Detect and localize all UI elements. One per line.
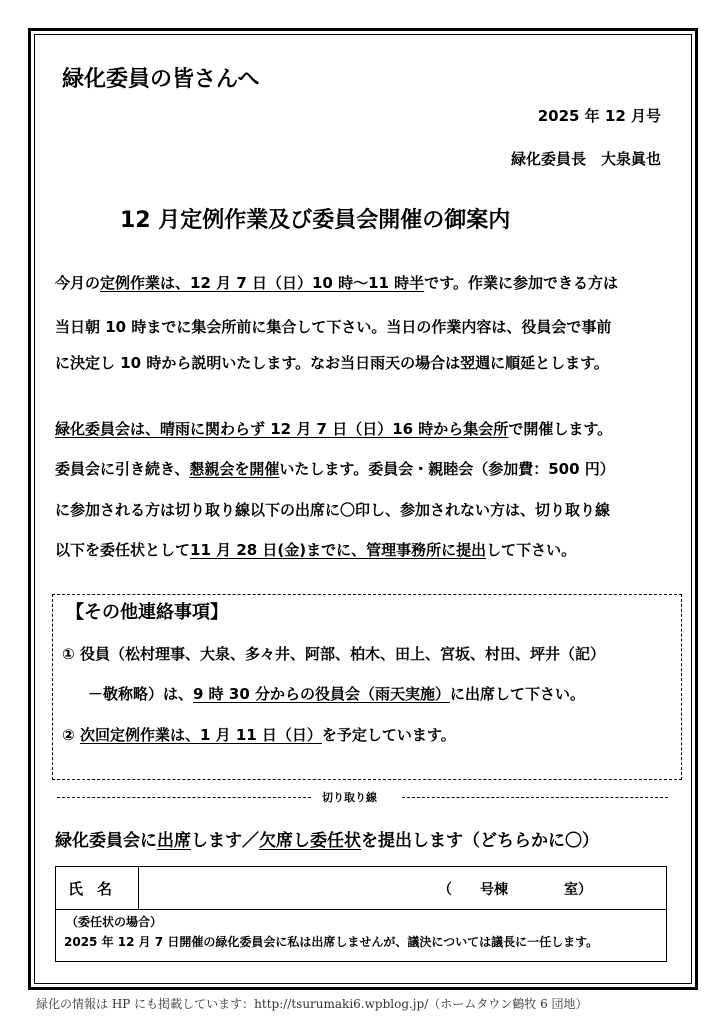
notice-item-2: ② 次回定例作業は、1 月 11 日（日）を予定しています。 xyxy=(62,726,456,744)
notice-heading: 【その他連絡事項】 xyxy=(66,602,228,623)
para1-line1: 今月の定例作業は、12 月 7 日（日）10 時～11 時半です。作業に参加できる方は xyxy=(55,274,618,292)
page-title: 12 月定例作業及び委員会開催の御案内 xyxy=(120,208,511,233)
proxy-label: （委任状の場合） xyxy=(66,915,163,929)
cut-line-right xyxy=(402,797,668,798)
issue-date: 2025 年 12 月号 xyxy=(537,107,661,125)
name-row xyxy=(56,867,666,910)
proxy-text: 2025 年 12 月 7 日開催の緑化委員会に私は出席しませんが、議決については議長に一任します。 xyxy=(64,935,599,949)
room-field[interactable]: （ 号棟 室） xyxy=(438,882,592,898)
cut-line-label: 切り取り線 xyxy=(322,791,377,804)
author: 緑化委員長 大泉眞也 xyxy=(510,150,661,168)
para2-line4: 以下を委任状として11 月 28 日(金)までに、管理事務所に提出して下さい。 xyxy=(55,541,577,559)
reply-form xyxy=(55,866,667,962)
para1-line2: 当日朝 10 時までに集会所前に集合して下さい。当日の作業内容は、役員会で事前 xyxy=(55,318,612,336)
para1-line3: に決定し 10 時から説明いたします。なお当日雨天の場合は翌週に順延とします。 xyxy=(55,354,609,372)
para2-line2: 委員会に引き続き、懇親会を開催いたします。委員会・親睦会（参加費：500 円） xyxy=(55,460,615,478)
para2-line3: に参加される方は切り取り線以下の出席に〇印し、参加されない方は、切り取り線 xyxy=(55,501,611,519)
notice-item-1: ① 役員（松村理事、大泉、多々井、阿部、柏木、田上、宮坂、村田、坪井（記） xyxy=(62,645,605,663)
para2-line1: 緑化委員会は、晴雨に関わらず 12 月 7 日（日）16 時から集会所で開催します。 xyxy=(55,420,613,438)
name-label: 氏名 xyxy=(56,867,139,909)
reply-line: 緑化委員会に出席します／欠席し委任状を提出します（どちらかに〇） xyxy=(55,831,599,851)
notice-item-1-cont: －敬称略）は、9 時 30 分からの役員会（雨天実施）に出席して下さい。 xyxy=(88,685,586,703)
footer-text: 緑化の情報は HP にも掲載しています：http://tsurumaki6.wpblog.jp/（ホームタウン鶴牧 6 団地） xyxy=(36,997,588,1011)
cut-line-left xyxy=(57,797,311,798)
greeting: 緑化委員の皆さんへ xyxy=(62,67,260,92)
